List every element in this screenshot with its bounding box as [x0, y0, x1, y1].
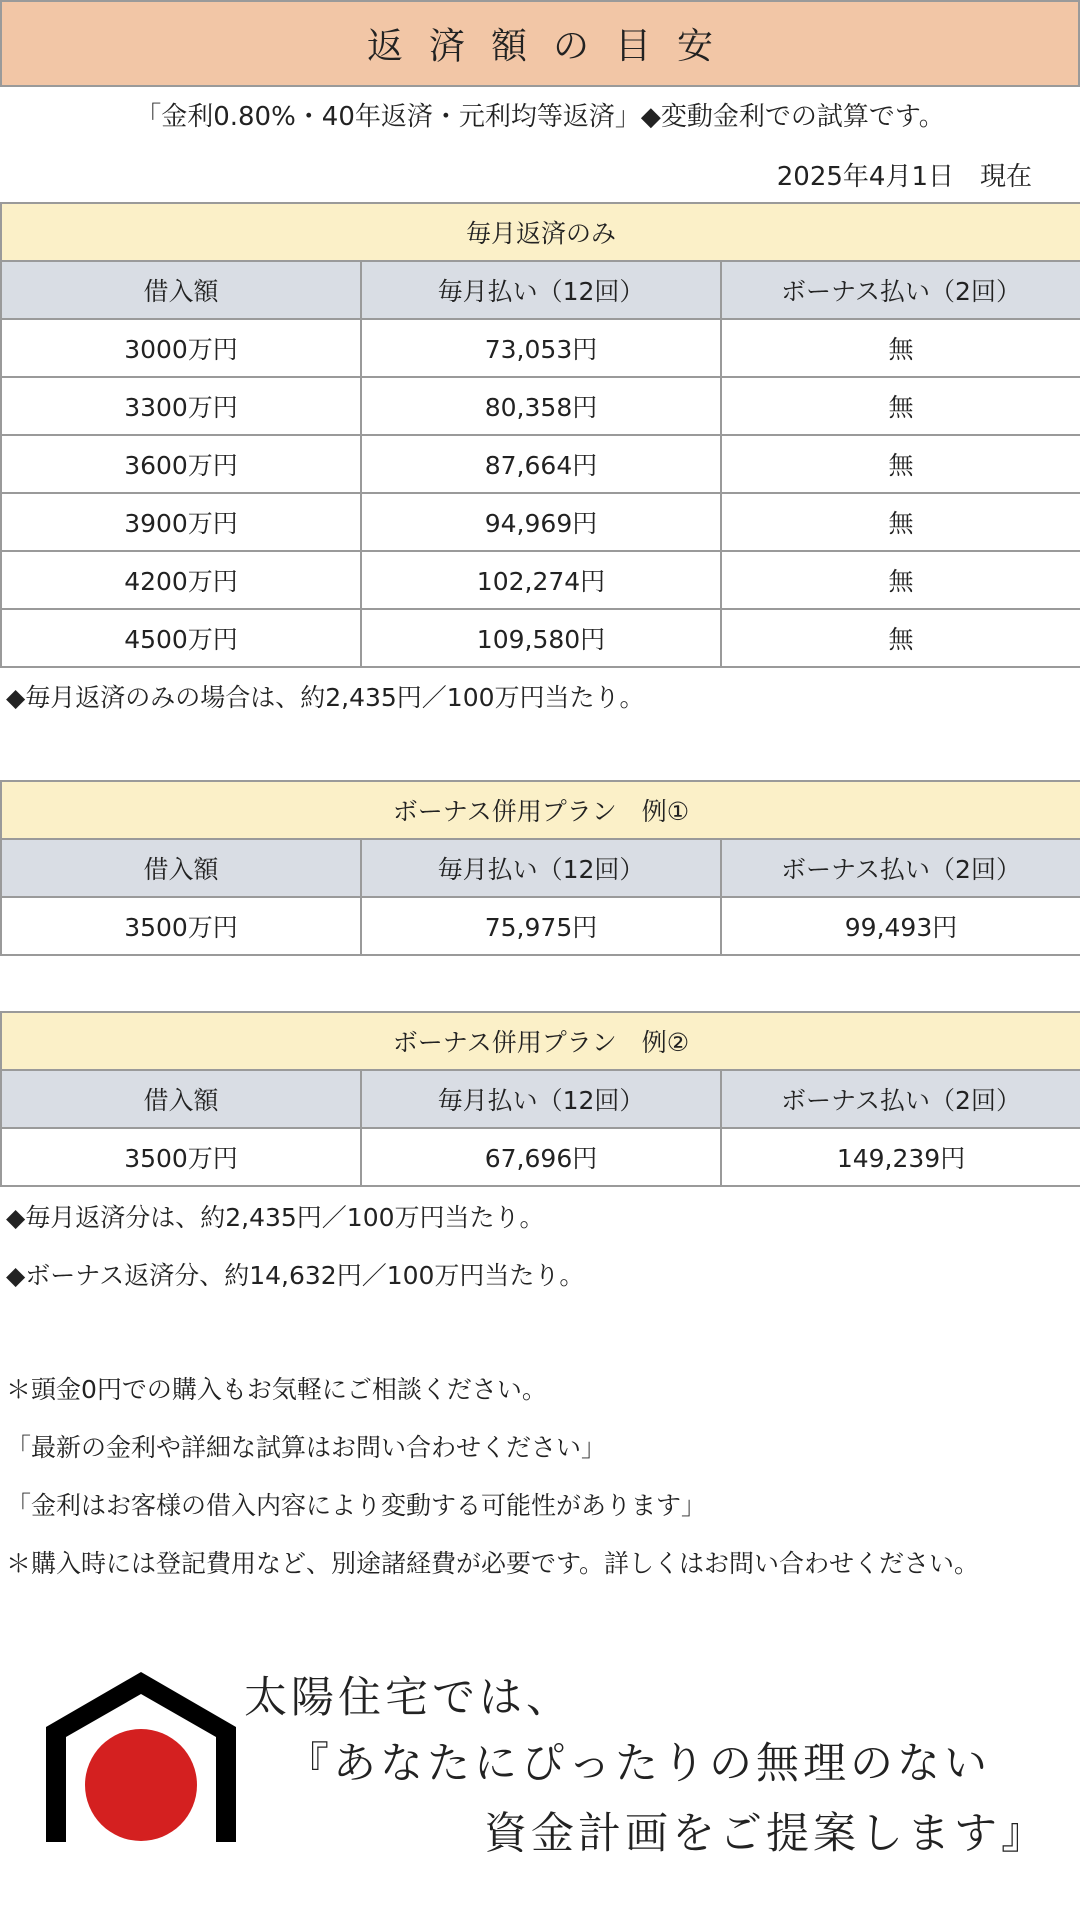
table-row	[1, 493, 1080, 551]
column-header-monthly-payment: 毎月払い（12回）	[361, 1070, 721, 1128]
column-header-loan-amount: 借入額	[1, 261, 361, 319]
bonus-payment-cell: 無	[721, 551, 1080, 609]
remark-rate-variation: 「金利はお客様の借入内容により変動する可能性があります」	[6, 1491, 707, 1520]
monthly-payment-cell: 80,358円	[361, 377, 721, 435]
column-header-monthly-payment: 毎月払い（12回）	[361, 839, 721, 897]
bonus-plan-1-table	[0, 780, 1080, 956]
column-header-loan-amount: 借入額	[1, 1070, 361, 1128]
table-row	[1, 897, 1080, 955]
column-header-loan-amount: 借入額	[1, 839, 361, 897]
remark-down-payment: ＊頭金0円での購入もお気軽にご相談ください。	[6, 1375, 547, 1404]
table-row	[1, 551, 1080, 609]
table-title: 毎月返済のみ	[1, 203, 1080, 261]
monthly-payment-cell: 73,053円	[361, 319, 721, 377]
loan-amount-cell: 4200万円	[1, 551, 361, 609]
monthly-only-table	[0, 202, 1080, 668]
loan-amount-cell: 3900万円	[1, 493, 361, 551]
bonus-payment-cell: 無	[721, 319, 1080, 377]
table-row	[1, 319, 1080, 377]
bonus-payment-cell: 無	[721, 609, 1080, 667]
table-title: ボーナス併用プラン 例①	[1, 781, 1080, 839]
bonus-payment-cell: 149,239円	[721, 1128, 1080, 1186]
bonus-rate-note: ◆ボーナス返済分、約14,632円／100万円当たり。	[6, 1261, 585, 1290]
slogan-line-1: 太陽住宅では、	[244, 1673, 573, 1723]
column-header-bonus-payment: ボーナス払い（2回）	[721, 1070, 1080, 1128]
column-header-monthly-payment: 毎月払い（12回）	[361, 261, 721, 319]
loan-amount-cell: 3600万円	[1, 435, 361, 493]
loan-amount-cell: 3000万円	[1, 319, 361, 377]
loan-amount-cell: 4500万円	[1, 609, 361, 667]
bonus-payment-cell: 99,493円	[721, 897, 1080, 955]
bonus-payment-cell: 無	[721, 435, 1080, 493]
monthly-payment-cell: 102,274円	[361, 551, 721, 609]
table-row	[1, 609, 1080, 667]
column-header-bonus-payment: ボーナス払い（2回）	[721, 261, 1080, 319]
table-title: ボーナス併用プラン 例②	[1, 1012, 1080, 1070]
loan-amount-cell: 3300万円	[1, 377, 361, 435]
loan-amount-cell: 3500万円	[1, 897, 361, 955]
bonus-payment-cell: 無	[721, 493, 1080, 551]
bonus-payment-cell: 無	[721, 377, 1080, 435]
monthly-payment-cell: 75,975円	[361, 897, 721, 955]
table-row	[1, 1128, 1080, 1186]
as-of-date: 2025年4月1日 現在	[776, 162, 1032, 192]
bonus-plan-2-table	[0, 1011, 1080, 1187]
monthly-payment-cell: 87,664円	[361, 435, 721, 493]
bonus-monthly-rate-note: ◆毎月返済分は、約2,435円／100万円当たり。	[6, 1203, 545, 1232]
table-row	[1, 435, 1080, 493]
house-sun-logo-icon	[46, 1672, 236, 1842]
slogan-line-2: 『あなたにぴったりの無理のない	[286, 1739, 991, 1789]
monthly-rate-note: ◆毎月返済のみの場合は、約2,435円／100万円当たり。	[6, 683, 645, 712]
slogan-line-3: 資金計画をご提案します』	[484, 1809, 1048, 1859]
column-header-bonus-payment: ボーナス払い（2回）	[721, 839, 1080, 897]
loan-amount-cell: 3500万円	[1, 1128, 361, 1186]
page-title: 返済額の目安	[0, 0, 1080, 87]
loan-conditions: 「金利0.80%・40年返済・元利均等返済」◆変動金利での試算です。	[135, 102, 945, 132]
monthly-payment-cell: 94,969円	[361, 493, 721, 551]
remark-contact-rates: 「最新の金利や詳細な試算はお問い合わせください」	[6, 1433, 607, 1462]
remark-extra-costs: ＊購入時には登記費用など、別途諸経費が必要です。詳しくはお問い合わせください。	[6, 1549, 980, 1578]
monthly-payment-cell: 67,696円	[361, 1128, 721, 1186]
table-row	[1, 377, 1080, 435]
monthly-payment-cell: 109,580円	[361, 609, 721, 667]
